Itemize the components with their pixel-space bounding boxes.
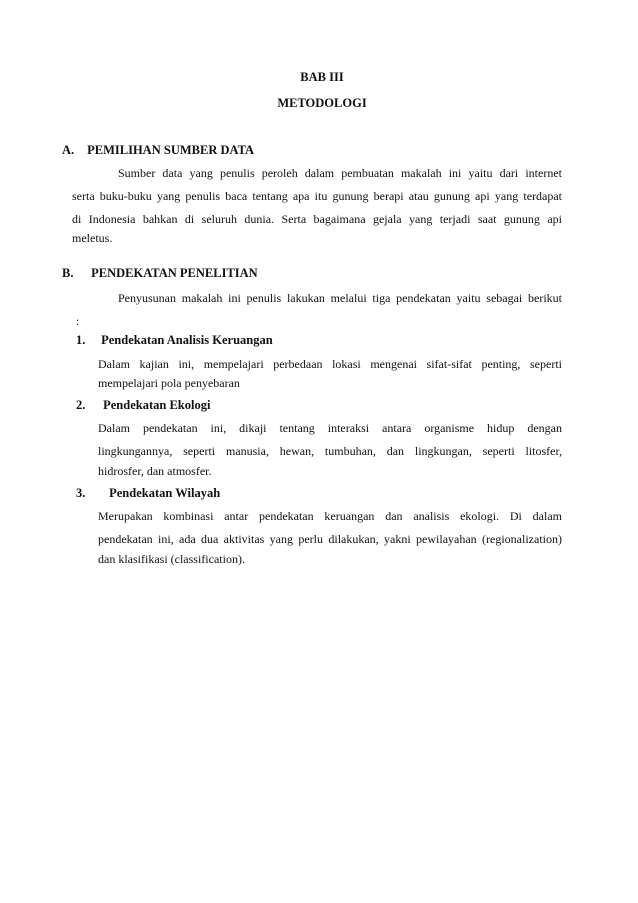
item-2-line-3: hidrosfer, dan atmosfer.	[98, 464, 212, 478]
section-b-line-1: Penyusunan makalah ini penulis lakukan melalui tiga pendekatan yaitu sebagai berikut	[118, 291, 562, 305]
section-a-line-4: meletus.	[72, 231, 113, 245]
item-1-line-1: Dalam kajian ini, mempelajari perbedaan lokasi mengenai sifat-sifat penting, seperti	[98, 357, 562, 371]
item-2-number: 2.	[76, 398, 86, 412]
item-3-line-1: Merupakan kombinasi antar pendekatan keruangan dan analisis ekologi. Di dalam	[98, 509, 562, 523]
item-3-title: Pendekatan Wilayah	[109, 486, 221, 500]
section-a-line-2: serta buku-buku yang penulis baca tentang apa itu gunung berapi atau gunung api yang terdapat	[72, 189, 562, 203]
item-1-number: 1.	[76, 333, 86, 347]
section-a-line-1: Sumber data yang penulis peroleh dalam pembuatan makalah ini yaitu dari internet	[118, 166, 562, 180]
section-b-heading	[62, 266, 258, 281]
item-3-number: 3.	[76, 486, 86, 500]
section-a-line-3: di Indonesia bahkan di seluruh dunia. Serta bagaimana gejala yang terjadi saat gunung api	[72, 212, 562, 226]
section-b-line-2: :	[76, 314, 80, 328]
chapter-number: BAB III	[300, 70, 344, 84]
item-2-title: Pendekatan Ekologi	[103, 398, 211, 412]
item-1-title: Pendekatan Analisis Keruangan	[101, 333, 273, 347]
chapter-title: METODOLOGI	[277, 96, 367, 110]
item-3-heading	[76, 486, 220, 501]
section-b-letter: B.	[62, 266, 74, 280]
item-3-line-3: dan klasifikasi (classification).	[98, 552, 245, 566]
section-a-heading	[62, 143, 254, 158]
item-2-heading	[76, 398, 210, 413]
item-2-line-1: Dalam pendekatan ini, dikaji tentang interaksi antara organisme hidup dengan	[98, 421, 562, 435]
section-a-title: PEMILIHAN SUMBER DATA	[87, 143, 255, 157]
item-1-heading	[76, 333, 273, 348]
item-3-line-2: pendekatan ini, ada dua aktivitas yang perlu dilakukan, yakni pewilayahan (regionalization)	[98, 532, 562, 546]
section-a-letter: A.	[62, 143, 75, 157]
section-b-title: PENDEKATAN PENELITIAN	[91, 266, 258, 280]
item-2-line-2: lingkungannya, seperti manusia, hewan, tumbuhan, dan lingkungan, seperti litosfer,	[98, 444, 562, 458]
item-1-line-2: mempelajari pola penyebaran	[98, 376, 240, 390]
